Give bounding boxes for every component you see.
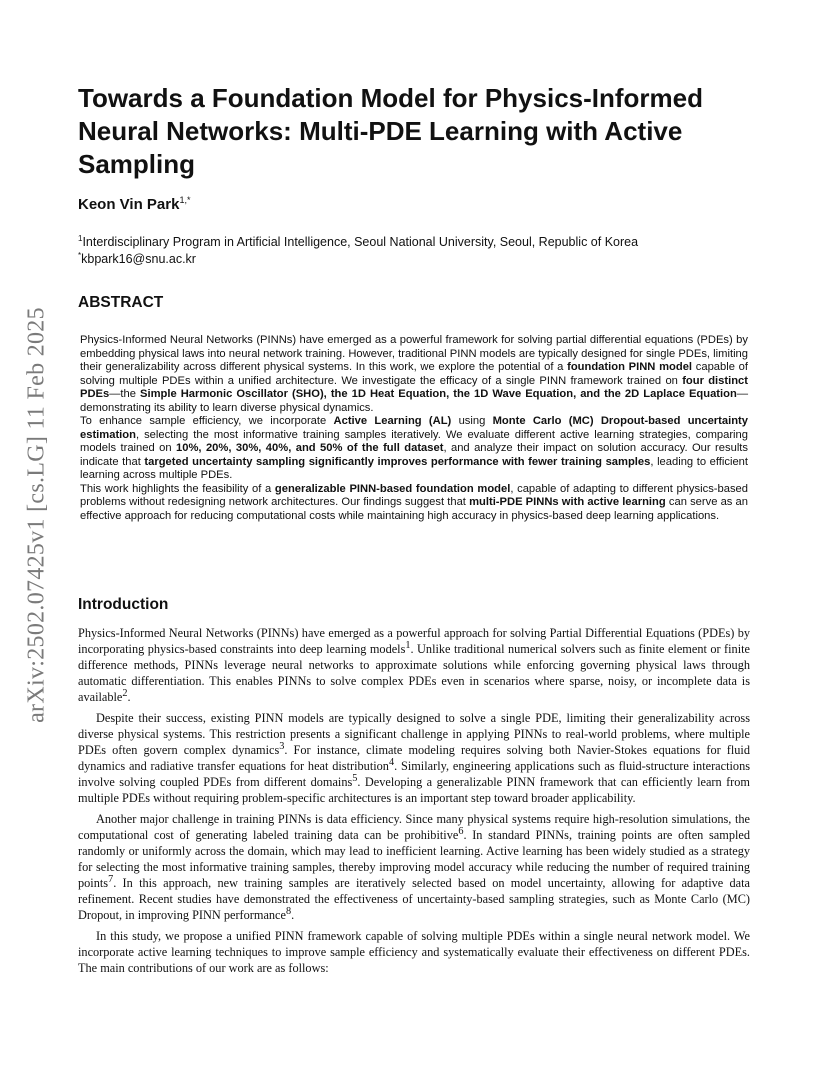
text-run: Despite their success, existing PINN models are typically designed to solve a single PDE, limiting their generalizability across diverse physical systems. This restriction presents a significant challenge in applying PINNs to real-world problems, where multiple PDEs often govern complex dynamics <box>78 711 750 757</box>
text-run: This work highlights the feasibility of a <box>80 482 275 495</box>
paper-title: Towards a Foundation Model for Physics-Informed Neural Networks: Multi-PDE Learning with Active Sampling <box>78 83 704 179</box>
affiliation-mark: * <box>78 250 82 260</box>
body-paragraph <box>78 928 750 976</box>
text-run: —the <box>109 388 141 400</box>
body-paragraph <box>78 710 750 806</box>
bold-run: targeted uncertainty sampling significantly improves performance with fewer training samples <box>144 455 651 468</box>
citation-ref: 6 <box>458 825 464 837</box>
text-run: , capable of adapting to different physics-based problems without redesigning network architectures. Our findings suggest that <box>80 482 749 508</box>
text-run: . In standard PINNs, training points are often sampled randomly or uniformly across the domain, which may lead to inefficient learning. Active learning has been widely studied as a strategy for selecting the most informative training samples, thereby improving model accuracy while reducing the number of required training points <box>78 828 750 890</box>
text-run: . In this approach, new training samples are iteratively selected based on model uncertainty, allowing for adaptive data refinement. Recent studies have demonstrated the effectiveness of uncertainty-based sampling strategies, such as Monte Carlo (MC) Dropout, in improving PINN performance <box>78 876 750 922</box>
bold-run: 10%, 20%, 30%, 40%, and 50% of the full dataset <box>176 442 444 454</box>
text-run: , selecting the most informative training samples iteratively. We evaluate different active learning strategies, comparing models trained on <box>80 428 748 454</box>
text-run: Physics-Informed Neural Networks (PINNs) have emerged as a powerful framework for solving partial differential equations (PDEs) by embedding physical laws into neural network training. However, traditional PINN models are typically designed for single PDEs, limiting their generalizability across different physical systems. In this work, we explore the potential of a <box>80 334 748 373</box>
abstract-paragraph <box>80 334 748 415</box>
text-run: , leading to efficient learning across multiple PDEs. <box>80 455 748 481</box>
body-paragraph <box>78 811 750 923</box>
text-run: In this study, we propose a unified PINN framework capable of solving multiple PDEs within a single neural network model. We incorporate active learning techniques to improve sample efficiency and systematically evaluate their effectiveness on different PDEs. The main contributions of our work are as follows: <box>78 929 750 975</box>
citation-ref: 2 <box>122 687 128 699</box>
bold-run: multi-PDE PINNs with active learning <box>469 496 666 508</box>
text-run: . Unlike traditional numerical solvers such as finite element or finite difference methods, PINNs leverage neural networks to approximate solutions while enforcing governing physical laws through automatic differentiation. This enables PINNs to solve complex PDEs even in scenarios where sparse, noisy, or incomplete data is available <box>78 642 750 704</box>
text-run: using <box>451 415 493 427</box>
citation-ref: 8 <box>285 905 292 917</box>
text-run: . <box>291 908 295 922</box>
text-run: , and analyze their impact on solution accuracy. Our results indicate that <box>80 442 749 468</box>
abstract-body <box>80 334 748 523</box>
text-run: capable of solving multiple PDEs within a unified architecture. We investigate the efficacy of a single PINN framework trained on <box>80 361 748 387</box>
text-run: Physics-Informed Neural Networks (PINNs) have emerged as a powerful approach for solving Partial Differential Equations (PDEs) by incorporating physics-based constraints into deep learning models <box>78 626 750 656</box>
bold-run: generalizable PINN-based foundation model <box>274 482 511 495</box>
author-name: Keon Vin Park <box>78 196 180 213</box>
bold-run: Active Learning (AL) <box>333 415 452 427</box>
arxiv-sidebar-stamp <box>20 265 54 765</box>
affiliation-item <box>78 234 768 251</box>
author-email: kbpark16@snu.ac.kr <box>81 252 196 266</box>
bold-run: Monte Carlo (MC) Dropout-based uncertainty estimation <box>80 415 748 441</box>
bold-run: foundation PINN model <box>567 361 693 373</box>
affiliation-item <box>78 251 768 268</box>
text-run: . For instance, climate modeling requires solving both Navier-Stokes equations for fluid dynamics and radiative transfer equations for heat distribution <box>78 743 750 773</box>
text-run: . Developing a generalizable PINN framework that can efficiently learn from multiple PDEs without requiring problem-specific architectures is an important step toward broader applicability. <box>78 775 750 805</box>
text-run: can serve as an effective approach for reducing computational costs while maintaining high accuracy in physics-based deep learning applications. <box>80 496 748 522</box>
introduction-body <box>78 625 750 981</box>
affiliation-mark: 1 <box>78 233 83 243</box>
affiliation-text: Interdisciplinary Program in Artificial Intelligence, Seoul National University, Seoul, Republic of Korea <box>82 235 639 249</box>
abstract-paragraph <box>80 483 748 524</box>
text-run: . <box>127 690 131 704</box>
text-run: . Similarly, engineering applications such as fluid-structure interactions involve solving coupled PDEs from different domains <box>78 759 750 789</box>
arxiv-id-text: arXiv:2502.07425v1 [cs.LG] 11 Feb 2025 <box>23 307 50 723</box>
text-run: —demonstrating its ability to learn diverse physical dynamics. <box>80 388 748 414</box>
introduction-heading: Introduction <box>78 596 169 613</box>
citation-ref: 1 <box>405 639 411 651</box>
text-run: Another major challenge in training PINNs is data efficiency. Since many physical systems require high-resolution simulations, the computational cost of generating labeled training data can be prohibitive <box>78 812 750 842</box>
abstract-heading: ABSTRACT <box>78 294 164 311</box>
affiliations <box>78 234 768 268</box>
bold-run: Simple Harmonic Oscillator (SHO), the 1D Heat Equation, the 1D Wave Equation, and the 2D Laplace Equation <box>140 388 737 400</box>
citation-ref: 3 <box>279 740 285 752</box>
citation-ref: 7 <box>108 873 114 885</box>
body-paragraph <box>78 625 750 705</box>
author-line <box>78 196 190 213</box>
author-marks: 1,* <box>179 195 191 205</box>
citation-ref: 5 <box>352 772 358 784</box>
abstract-paragraph <box>80 415 748 483</box>
bold-run: four distinct PDEs <box>80 374 748 400</box>
text-run: To enhance sample efficiency, we incorporate <box>80 415 334 427</box>
citation-ref: 4 <box>388 756 395 768</box>
